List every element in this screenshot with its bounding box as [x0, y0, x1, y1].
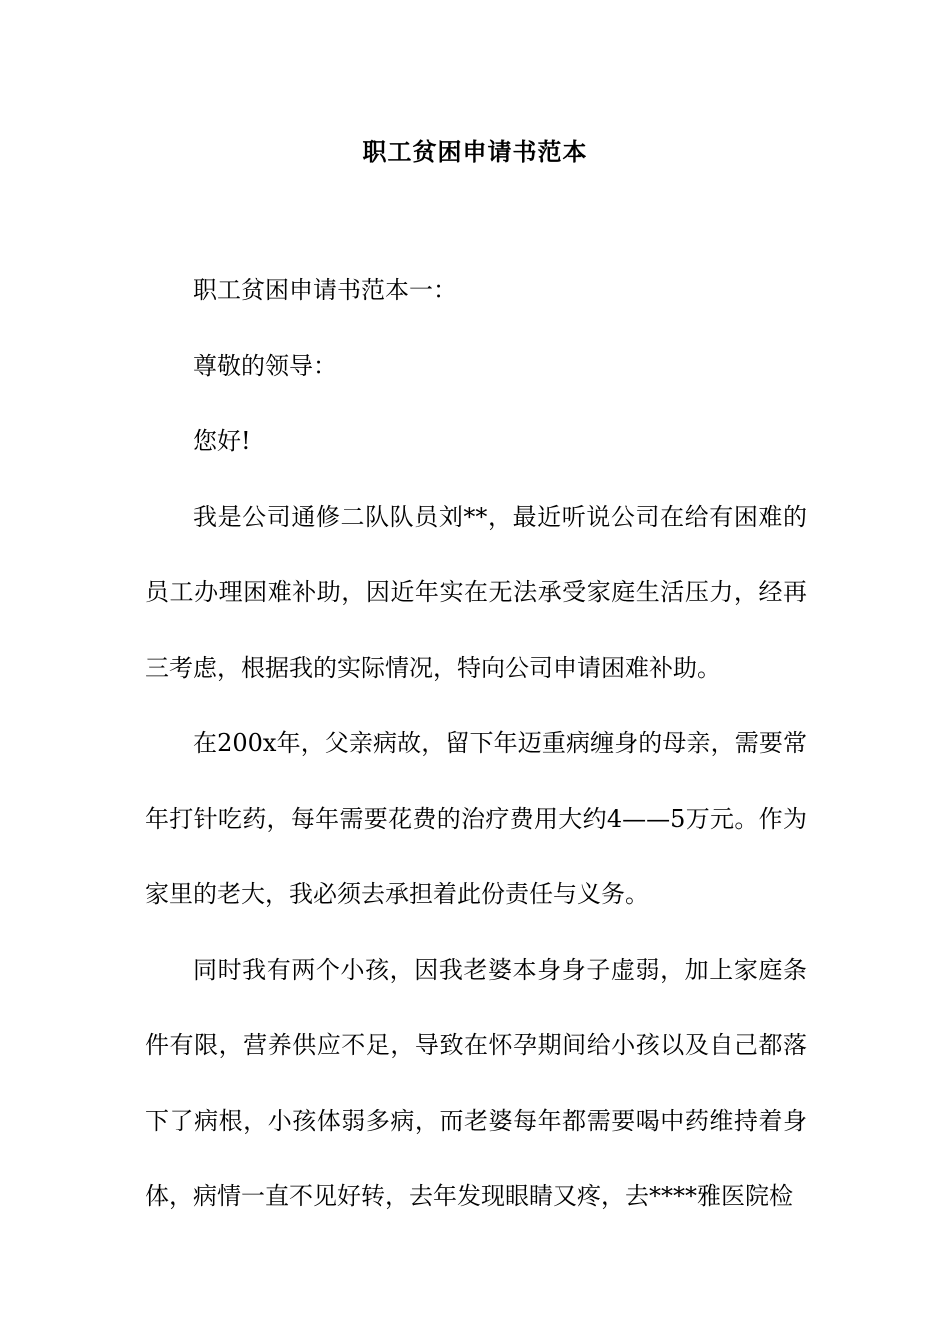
- paragraph-introduction: 我是公司通修二队队员刘**，最近听说公司在给有困难的员工办理困难补助，因近年实在无法承受家庭生活压力，经再三考虑，根据我的实际情况，特向公司申请困难补助。: [145, 502, 807, 682]
- document-title: 职工贫困申请书范本: [362, 137, 588, 166]
- paragraph-salutation: 尊敬的领导：: [193, 351, 337, 380]
- document-body: [145, 253, 807, 1235]
- paragraph-greeting: 您好!: [193, 427, 251, 455]
- paragraph-father: 在200x年，父亲病故，留下年迈重病缠身的母亲，需要常年打针吃药，每年需要花费的治疗费用大约4——5万元。作为家里的老大，我必须去承担着此份责任与义务。: [145, 729, 807, 908]
- paragraph-heading: 职工贫困申请书范本一：: [193, 276, 457, 304]
- paragraph-children: 同时我有两个小孩，因我老婆本身身子虚弱，加上家庭条件有限，营养供应不足，导致在怀孕期间给小孩以及自己都落下了病根，小孩体弱多病，而老婆每年都需要喝中药维持着身体，病情一直不见好转，去年发现眼睛又疼，去****雅医院检: [145, 955, 807, 1210]
